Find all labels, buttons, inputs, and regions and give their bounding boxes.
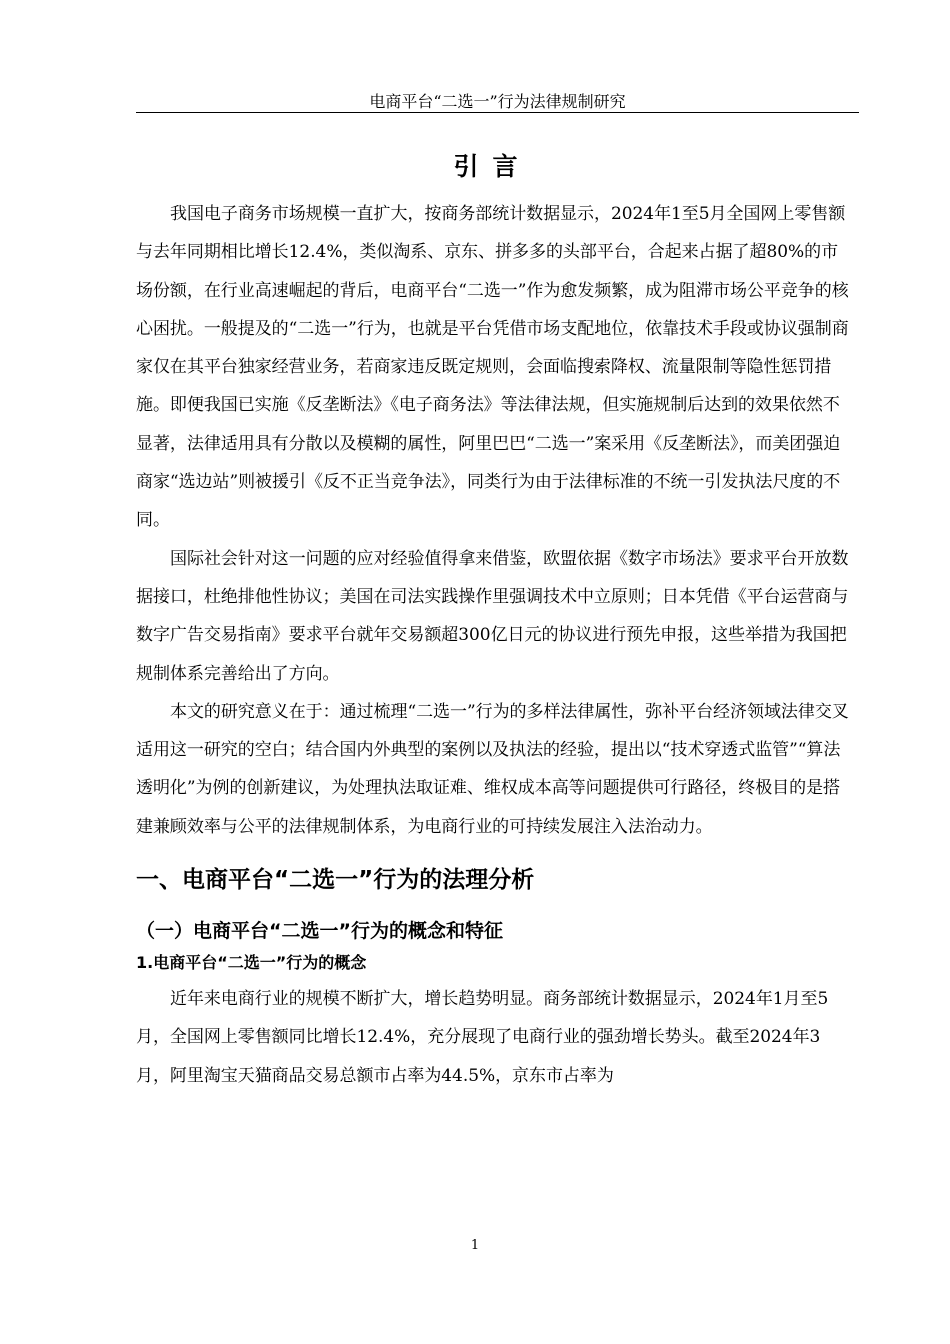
page-number: 1 [470, 1238, 480, 1253]
intro-paragraph-1: 我国电子商务市场规模一直扩大，按商务部统计数据显示，2024年1至5月全国网上零售额与去年同期相比增长12.4%，类似淘系、京东、拼多多的头部平台，合起来占据了超80%的市场份额，在行业高速崛起的背后，电商平台“二选一”作为愈发频繁，成为阻滞市场公平竞争的核心困扰。一般提及的“二选一”行为，也就是平台凭借市场支配地位，依靠技术手段或协议强制商家仅在其平台独家经营业务，若商家违反既定规则，会面临搜索降权、流量限制等隐性惩罚措施。即便我国已实施《反垄断法》《电子商务法》等法律法规，但实施规制后达到的效果依然不显著，法律适用具有分散以及模糊的属性，阿里巴巴“二选一”案采用《反垄断法》，而美团强迫商家“选边站”则被援引《反不正当竞争法》，同类行为由于法律标准的不统一引发执法尺度的不同。 [136, 204, 849, 531]
document-body [136, 140, 849, 1095]
intro-title: 引言 [453, 152, 532, 181]
header-rule [136, 112, 859, 113]
running-header: 电商平台“二选一”行为法律规制研究 [369, 92, 626, 111]
section-1-paragraph: 近年来电商行业的规模不断扩大，增长趋势明显。商务部统计数据显示，2024年1月至5月，全国网上零售额同比增长12.4%，充分展现了电商行业的强劲增长势头。截至2024年3月，阿里淘宝天猫商品交易总额市占率为44.5%，京东市占率为 [136, 989, 829, 1086]
subsection-1-heading: （一）电商平台“二选一”行为的概念和特征 [136, 920, 503, 943]
intro-paragraph-2: 国际社会针对这一问题的应对经验值得拿来借鉴，欧盟依据《数字市场法》要求平台开放数据接口，杜绝排他性协议；美国在司法实践操作里强调技术中立原则；日本凭借《平台运营商与数字广告交易指南》要求平台就年交易额超300亿日元的协议进行预先申报，这些举措为我国把规制体系完善给出了方向。 [136, 548, 849, 684]
section-1-heading: 一、电商平台“二选一”行为的法理分析 [136, 867, 535, 894]
intro-paragraph-3: 本文的研究意义在于：通过梳理“二选一”行为的多样法律属性，弥补平台经济领域法律交叉适用这一研究的空白；结合国内外典型的案例以及执法的经验，提出以“技术穿透式监管”“算法透明化”为例的创新建议，为处理执法取证难、维权成本高等问题提供可行路径，终极目的是搭建兼顾效率与公平的法律规制体系，为电商行业的可持续发展注入法治动力。 [136, 701, 849, 837]
item-1-heading: 1.电商平台“二选一”行为的概念 [136, 953, 367, 973]
